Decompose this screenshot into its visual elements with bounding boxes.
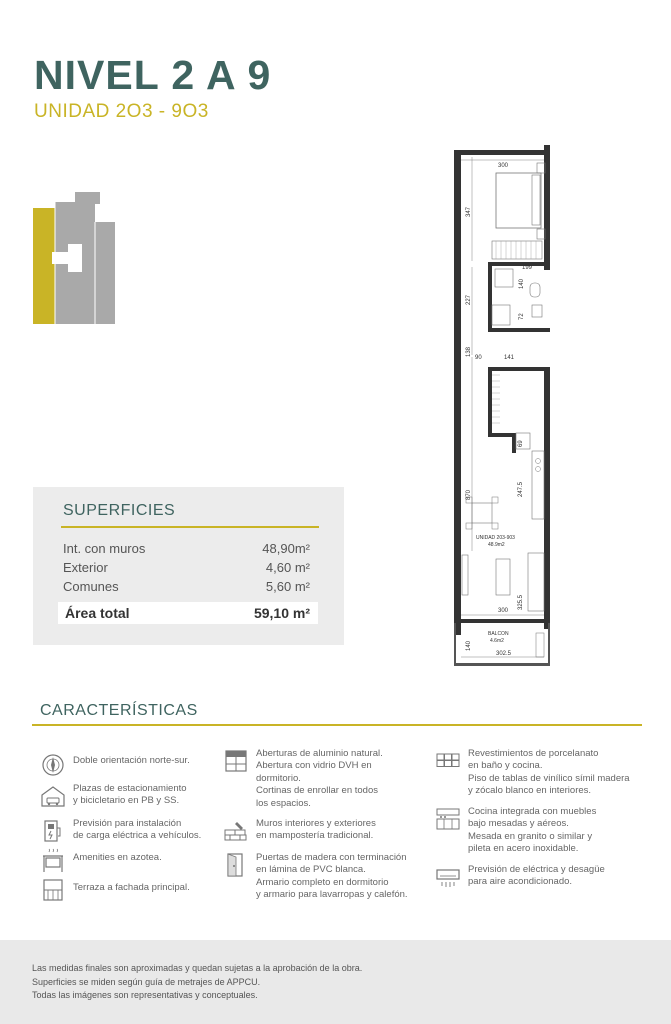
feature-item <box>435 806 650 858</box>
dim-label: 141 <box>504 355 515 361</box>
dim-label: 247.5 <box>518 481 524 497</box>
dining-table <box>472 503 492 523</box>
feature-text: en baño y cocina. <box>468 760 543 772</box>
feature-item <box>435 748 650 800</box>
feature-text: Muros interiores y exteriores <box>256 818 376 829</box>
feature-text: Cortinas de enrollar en todos <box>256 785 378 797</box>
dim-label: 90 <box>475 355 482 361</box>
wall <box>548 623 550 665</box>
wall <box>488 433 516 437</box>
surface-total-label: Área total <box>65 605 130 621</box>
dim-label: 138 <box>466 346 472 357</box>
grill-icon <box>40 848 66 874</box>
balcony-area: 4.6m2 <box>490 638 504 644</box>
feature-item <box>223 818 423 846</box>
dim-label: 140 <box>519 278 525 289</box>
key-plan-block <box>75 192 100 204</box>
key-plan <box>30 190 122 330</box>
feature-item <box>40 877 220 903</box>
feature-text: los espacios. <box>256 797 311 809</box>
feature-item <box>40 752 220 778</box>
surfaces-panel <box>33 487 344 645</box>
feature-item <box>40 848 220 874</box>
surfaces-divider <box>61 526 319 528</box>
window-icon <box>223 748 249 774</box>
key-plan-highlight <box>33 208 55 324</box>
dim-label: 199 <box>522 265 533 271</box>
disclaimer-line: Superficies se miden según guía de metrajes de APPCU. <box>32 976 261 987</box>
surface-label: Comunes <box>63 579 119 594</box>
kitchen-icon <box>435 806 461 832</box>
dim-label: 302.5 <box>496 651 512 657</box>
terrace-icon <box>40 877 66 903</box>
feature-text: bajo mesadas y aéreos. <box>468 818 569 830</box>
coffee-table <box>496 559 510 595</box>
surface-total-value: 59,10 m² <box>253 605 310 621</box>
feature-text: Previsión de eléctrica y desagüe <box>468 864 605 875</box>
feature-text: pileta en acero inoxidable. <box>468 843 579 855</box>
feature-text: en lámina de PVC blanca. <box>256 864 366 876</box>
brick-wall-icon <box>223 818 249 844</box>
door-icon <box>223 852 249 878</box>
feature-text: en mampostería tradicional. <box>256 830 374 842</box>
wall <box>544 367 550 629</box>
surface-row <box>63 560 310 575</box>
feature-text: Piso de tablas de vinílico símil madera <box>468 772 630 784</box>
wall <box>512 433 516 453</box>
dim-label: 300 <box>498 608 509 614</box>
dim-label: 69 <box>518 440 524 447</box>
feature-text: Terraza a fachada principal. <box>73 882 190 893</box>
wall <box>488 262 492 332</box>
surface-total-row <box>58 602 318 624</box>
feature-text: Aberturas de aluminio natural. <box>256 748 383 759</box>
sink <box>532 305 542 317</box>
surface-value: 48,90m² <box>262 541 310 556</box>
feature-text: de carga eléctrica a vehículos. <box>73 830 202 842</box>
bed <box>496 173 541 228</box>
dim-label: 140 <box>466 640 472 651</box>
wall <box>488 367 492 437</box>
wardrobe <box>492 241 542 259</box>
wall <box>454 623 456 665</box>
garage-car-icon <box>40 783 66 809</box>
footer-disclaimer <box>0 940 671 1024</box>
feature-text: Doble orientación norte-sur. <box>73 755 190 766</box>
wall <box>454 663 550 666</box>
kitchen-counter <box>532 451 544 519</box>
feature-text: Cocina integrada con muebles <box>468 806 597 817</box>
feature-text: Previsión para instalación <box>73 818 182 829</box>
disclaimer-line: Todas las imágenes son representativas y conceptuales. <box>32 990 258 1000</box>
wall <box>488 262 550 266</box>
sofa <box>528 553 544 611</box>
dim-label: 72 <box>519 313 525 320</box>
unit-subtitle: UNIDAD 2O3 - 9O3 <box>34 101 209 122</box>
surface-label: Int. con muros <box>63 541 146 556</box>
wall <box>454 150 550 155</box>
surfaces-title: SUPERFICIES <box>63 502 176 519</box>
disclaimer-line: Las medidas finales son aproximadas y quedan sujetas a la aprobación de la obra. <box>32 963 363 973</box>
wall <box>454 619 550 623</box>
wall <box>488 367 550 371</box>
floor-plan <box>440 145 560 675</box>
feature-item <box>435 864 650 892</box>
air-conditioner-icon <box>435 864 461 890</box>
feature-text: Revestimientos de porcelanato <box>468 748 599 759</box>
compass-icon <box>40 752 66 778</box>
unit-label: UNIDAD 203-903 <box>476 535 515 541</box>
feature-text: Armario completo en dormitorio <box>256 876 389 888</box>
toilet <box>530 283 540 297</box>
wall <box>454 150 461 635</box>
feature-text: Plazas de estacionamiento <box>73 783 187 794</box>
surface-label: Exterior <box>63 560 108 575</box>
tiles-icon <box>435 748 461 774</box>
surface-row <box>63 541 310 556</box>
balcony-label: BALCON <box>488 631 509 637</box>
feature-text: Puertas de madera con terminación <box>256 852 407 863</box>
dim-label: 347 <box>466 206 472 217</box>
shower <box>495 269 513 287</box>
feature-item <box>223 748 423 810</box>
dim-label: 227 <box>466 294 472 305</box>
surface-value: 4,60 m² <box>265 560 310 575</box>
features-title: CARACTERÍSTICAS <box>40 702 198 719</box>
feature-text: Amenities en azotea. <box>73 852 162 863</box>
dim-label: 300 <box>498 163 509 169</box>
feature-item <box>223 852 423 904</box>
feature-text: y armario para lavarropas y calefón. <box>256 889 408 901</box>
dim-label: 325.5 <box>518 594 524 610</box>
dim-label: 870 <box>466 489 472 500</box>
feature-item <box>40 783 220 811</box>
surface-value: 5,60 m² <box>265 579 310 594</box>
feature-text: y zócalo blanco en interiores. <box>468 785 592 797</box>
feature-text: Abertura con vidrio DVH en <box>256 760 372 772</box>
feature-text: y bicicletario en PB y SS. <box>73 795 180 807</box>
surface-row <box>63 579 310 594</box>
feature-text: para aire acondicionado. <box>468 876 573 888</box>
wall <box>488 328 550 332</box>
feature-text: Mesada en granito o similar y <box>468 830 593 842</box>
key-plan-block <box>95 222 115 324</box>
feature-text: dormitorio. <box>256 772 301 784</box>
ev-charger-icon <box>40 818 66 844</box>
features-divider <box>32 724 642 726</box>
unit-area: 48.9m2 <box>488 542 505 548</box>
feature-item <box>40 818 220 846</box>
page-title: NIVEL 2 A 9 <box>34 52 272 98</box>
